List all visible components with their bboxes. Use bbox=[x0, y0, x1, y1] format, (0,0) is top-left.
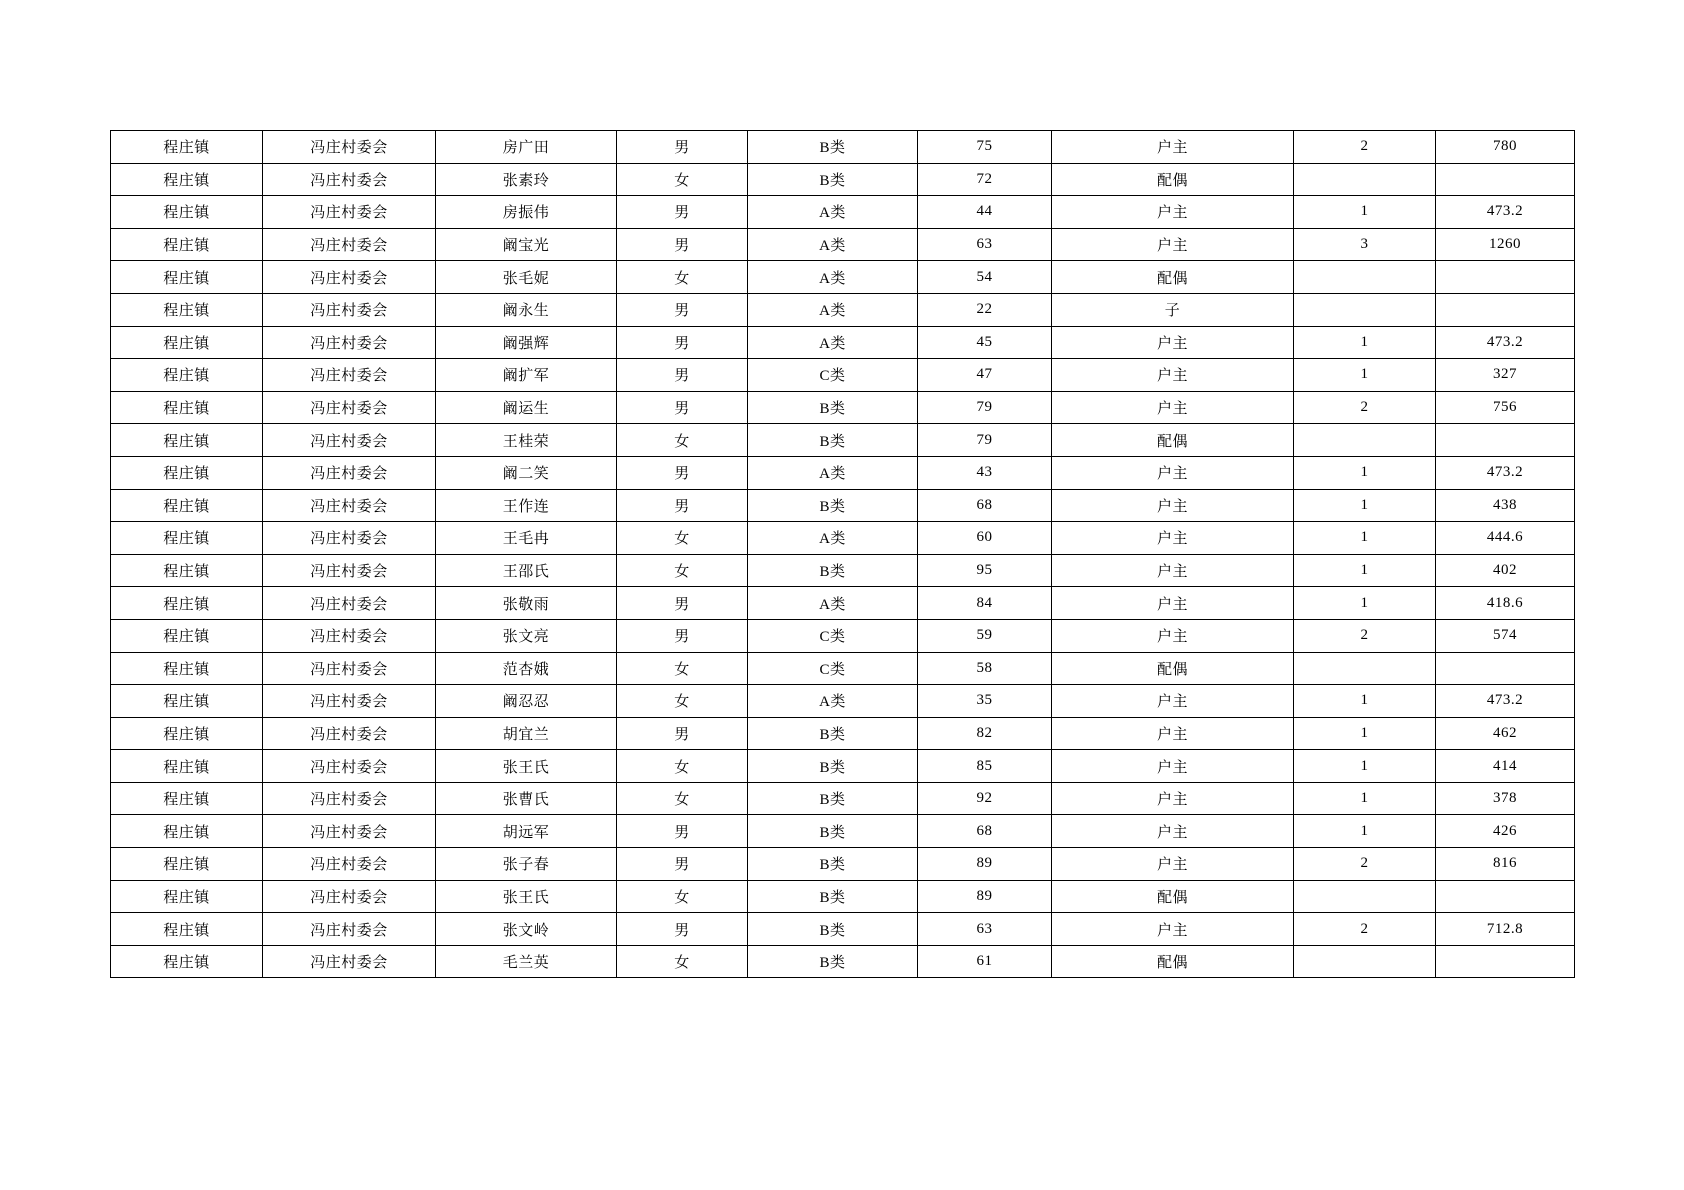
cell-relation: 户主 bbox=[1052, 456, 1294, 489]
cell-amount: 426 bbox=[1436, 815, 1575, 848]
cell-amount: 473.2 bbox=[1436, 326, 1575, 359]
cell-town: 程庄镇 bbox=[111, 326, 263, 359]
cell-town: 程庄镇 bbox=[111, 685, 263, 718]
cell-age: 54 bbox=[918, 261, 1052, 294]
table-row bbox=[111, 782, 1575, 815]
cell-village: 冯庄村委会 bbox=[263, 326, 436, 359]
cell-name: 范杏娥 bbox=[436, 652, 617, 685]
cell-name: 房广田 bbox=[436, 131, 617, 164]
table-row bbox=[111, 489, 1575, 522]
cell-amount: 473.2 bbox=[1436, 456, 1575, 489]
cell-village: 冯庄村委会 bbox=[263, 848, 436, 881]
cell-amount: 712.8 bbox=[1436, 913, 1575, 946]
cell-relation: 户主 bbox=[1052, 489, 1294, 522]
cell-amount bbox=[1436, 163, 1575, 196]
cell-name: 张王氏 bbox=[436, 750, 617, 783]
cell-count: 2 bbox=[1294, 131, 1436, 164]
cell-count: 2 bbox=[1294, 913, 1436, 946]
cell-amount: 402 bbox=[1436, 554, 1575, 587]
cell-relation: 户主 bbox=[1052, 587, 1294, 620]
cell-amount bbox=[1436, 945, 1575, 978]
cell-count: 1 bbox=[1294, 587, 1436, 620]
cell-count: 1 bbox=[1294, 522, 1436, 555]
cell-relation: 户主 bbox=[1052, 554, 1294, 587]
cell-name: 阚扩军 bbox=[436, 359, 617, 392]
cell-amount: 378 bbox=[1436, 782, 1575, 815]
cell-village: 冯庄村委会 bbox=[263, 456, 436, 489]
cell-name: 张毛妮 bbox=[436, 261, 617, 294]
table-row bbox=[111, 326, 1575, 359]
cell-amount: 414 bbox=[1436, 750, 1575, 783]
cell-count: 2 bbox=[1294, 619, 1436, 652]
cell-relation: 户主 bbox=[1052, 522, 1294, 555]
cell-gender: 女 bbox=[617, 685, 748, 718]
cell-category: B类 bbox=[748, 782, 918, 815]
cell-age: 95 bbox=[918, 554, 1052, 587]
cell-relation: 户主 bbox=[1052, 391, 1294, 424]
cell-category: B类 bbox=[748, 489, 918, 522]
cell-category: B类 bbox=[748, 163, 918, 196]
cell-count: 1 bbox=[1294, 554, 1436, 587]
cell-amount bbox=[1436, 424, 1575, 457]
cell-category: A类 bbox=[748, 522, 918, 555]
cell-gender: 男 bbox=[617, 359, 748, 392]
cell-town: 程庄镇 bbox=[111, 522, 263, 555]
cell-gender: 男 bbox=[617, 196, 748, 229]
cell-count: 1 bbox=[1294, 196, 1436, 229]
cell-village: 冯庄村委会 bbox=[263, 587, 436, 620]
cell-name: 阚运生 bbox=[436, 391, 617, 424]
cell-age: 89 bbox=[918, 848, 1052, 881]
cell-age: 60 bbox=[918, 522, 1052, 555]
cell-amount: 462 bbox=[1436, 717, 1575, 750]
cell-category: B类 bbox=[748, 880, 918, 913]
cell-amount: 1260 bbox=[1436, 228, 1575, 261]
cell-relation: 配偶 bbox=[1052, 945, 1294, 978]
cell-category: C类 bbox=[748, 359, 918, 392]
cell-town: 程庄镇 bbox=[111, 815, 263, 848]
cell-name: 张敬雨 bbox=[436, 587, 617, 620]
cell-town: 程庄镇 bbox=[111, 848, 263, 881]
cell-category: A类 bbox=[748, 587, 918, 620]
cell-village: 冯庄村委会 bbox=[263, 293, 436, 326]
table-row bbox=[111, 652, 1575, 685]
cell-age: 92 bbox=[918, 782, 1052, 815]
cell-relation: 户主 bbox=[1052, 619, 1294, 652]
cell-count: 1 bbox=[1294, 815, 1436, 848]
cell-gender: 女 bbox=[617, 522, 748, 555]
cell-gender: 男 bbox=[617, 293, 748, 326]
table-row bbox=[111, 815, 1575, 848]
cell-count: 1 bbox=[1294, 717, 1436, 750]
cell-town: 程庄镇 bbox=[111, 163, 263, 196]
cell-count: 1 bbox=[1294, 326, 1436, 359]
cell-name: 阚强辉 bbox=[436, 326, 617, 359]
cell-age: 43 bbox=[918, 456, 1052, 489]
table-row bbox=[111, 913, 1575, 946]
data-table-container bbox=[110, 130, 1574, 978]
cell-relation: 户主 bbox=[1052, 359, 1294, 392]
cell-name: 阚宝光 bbox=[436, 228, 617, 261]
cell-count: 1 bbox=[1294, 685, 1436, 718]
cell-count: 1 bbox=[1294, 750, 1436, 783]
cell-town: 程庄镇 bbox=[111, 782, 263, 815]
cell-town: 程庄镇 bbox=[111, 359, 263, 392]
table-row bbox=[111, 750, 1575, 783]
cell-gender: 女 bbox=[617, 880, 748, 913]
cell-gender: 男 bbox=[617, 326, 748, 359]
cell-relation: 户主 bbox=[1052, 750, 1294, 783]
cell-name: 张王氏 bbox=[436, 880, 617, 913]
cell-gender: 男 bbox=[617, 913, 748, 946]
cell-gender: 女 bbox=[617, 782, 748, 815]
table-row bbox=[111, 848, 1575, 881]
cell-name: 王毛冉 bbox=[436, 522, 617, 555]
cell-relation: 户主 bbox=[1052, 685, 1294, 718]
table-row bbox=[111, 717, 1575, 750]
cell-count bbox=[1294, 163, 1436, 196]
cell-village: 冯庄村委会 bbox=[263, 945, 436, 978]
cell-count: 1 bbox=[1294, 359, 1436, 392]
table-row bbox=[111, 359, 1575, 392]
cell-name: 阚忍忍 bbox=[436, 685, 617, 718]
cell-gender: 男 bbox=[617, 848, 748, 881]
cell-category: C类 bbox=[748, 652, 918, 685]
table-row bbox=[111, 685, 1575, 718]
cell-amount bbox=[1436, 880, 1575, 913]
cell-village: 冯庄村委会 bbox=[263, 228, 436, 261]
table-row bbox=[111, 261, 1575, 294]
cell-town: 程庄镇 bbox=[111, 554, 263, 587]
table-row bbox=[111, 228, 1575, 261]
cell-village: 冯庄村委会 bbox=[263, 685, 436, 718]
cell-gender: 男 bbox=[617, 717, 748, 750]
cell-category: A类 bbox=[748, 326, 918, 359]
cell-relation: 户主 bbox=[1052, 782, 1294, 815]
cell-village: 冯庄村委会 bbox=[263, 619, 436, 652]
cell-amount: 816 bbox=[1436, 848, 1575, 881]
cell-age: 72 bbox=[918, 163, 1052, 196]
cell-relation: 配偶 bbox=[1052, 652, 1294, 685]
cell-gender: 女 bbox=[617, 261, 748, 294]
cell-age: 44 bbox=[918, 196, 1052, 229]
cell-gender: 女 bbox=[617, 163, 748, 196]
cell-village: 冯庄村委会 bbox=[263, 163, 436, 196]
cell-gender: 男 bbox=[617, 489, 748, 522]
cell-name: 王邵氏 bbox=[436, 554, 617, 587]
cell-amount: 780 bbox=[1436, 131, 1575, 164]
cell-age: 35 bbox=[918, 685, 1052, 718]
cell-age: 47 bbox=[918, 359, 1052, 392]
cell-category: B类 bbox=[748, 554, 918, 587]
table-row bbox=[111, 391, 1575, 424]
cell-gender: 女 bbox=[617, 652, 748, 685]
cell-village: 冯庄村委会 bbox=[263, 261, 436, 294]
table-body bbox=[111, 131, 1575, 978]
cell-town: 程庄镇 bbox=[111, 391, 263, 424]
cell-name: 王作连 bbox=[436, 489, 617, 522]
cell-town: 程庄镇 bbox=[111, 196, 263, 229]
cell-category: B类 bbox=[748, 945, 918, 978]
cell-town: 程庄镇 bbox=[111, 945, 263, 978]
cell-village: 冯庄村委会 bbox=[263, 913, 436, 946]
cell-category: A类 bbox=[748, 456, 918, 489]
cell-town: 程庄镇 bbox=[111, 424, 263, 457]
cell-gender: 男 bbox=[617, 131, 748, 164]
cell-name: 张文亮 bbox=[436, 619, 617, 652]
cell-age: 79 bbox=[918, 424, 1052, 457]
cell-category: C类 bbox=[748, 619, 918, 652]
cell-name: 张子春 bbox=[436, 848, 617, 881]
cell-village: 冯庄村委会 bbox=[263, 522, 436, 555]
cell-village: 冯庄村委会 bbox=[263, 815, 436, 848]
cell-age: 89 bbox=[918, 880, 1052, 913]
cell-relation: 户主 bbox=[1052, 196, 1294, 229]
cell-town: 程庄镇 bbox=[111, 717, 263, 750]
cell-name: 胡远军 bbox=[436, 815, 617, 848]
cell-gender: 女 bbox=[617, 750, 748, 783]
cell-count bbox=[1294, 945, 1436, 978]
cell-name: 房振伟 bbox=[436, 196, 617, 229]
cell-name: 胡宜兰 bbox=[436, 717, 617, 750]
cell-town: 程庄镇 bbox=[111, 228, 263, 261]
cell-village: 冯庄村委会 bbox=[263, 424, 436, 457]
cell-category: B类 bbox=[748, 848, 918, 881]
cell-amount: 756 bbox=[1436, 391, 1575, 424]
cell-town: 程庄镇 bbox=[111, 619, 263, 652]
cell-count bbox=[1294, 261, 1436, 294]
cell-gender: 男 bbox=[617, 391, 748, 424]
cell-age: 82 bbox=[918, 717, 1052, 750]
cell-name: 王桂荣 bbox=[436, 424, 617, 457]
cell-count bbox=[1294, 880, 1436, 913]
cell-town: 程庄镇 bbox=[111, 587, 263, 620]
cell-amount: 473.2 bbox=[1436, 685, 1575, 718]
cell-category: B类 bbox=[748, 913, 918, 946]
cell-age: 75 bbox=[918, 131, 1052, 164]
cell-relation: 配偶 bbox=[1052, 261, 1294, 294]
cell-amount: 438 bbox=[1436, 489, 1575, 522]
cell-name: 张文岭 bbox=[436, 913, 617, 946]
cell-relation: 户主 bbox=[1052, 815, 1294, 848]
cell-age: 68 bbox=[918, 815, 1052, 848]
cell-name: 阚永生 bbox=[436, 293, 617, 326]
cell-age: 61 bbox=[918, 945, 1052, 978]
cell-village: 冯庄村委会 bbox=[263, 554, 436, 587]
cell-town: 程庄镇 bbox=[111, 489, 263, 522]
cell-town: 程庄镇 bbox=[111, 913, 263, 946]
cell-relation: 户主 bbox=[1052, 848, 1294, 881]
table-row bbox=[111, 293, 1575, 326]
cell-village: 冯庄村委会 bbox=[263, 880, 436, 913]
beneficiary-table bbox=[110, 130, 1575, 978]
cell-relation: 户主 bbox=[1052, 228, 1294, 261]
cell-town: 程庄镇 bbox=[111, 652, 263, 685]
cell-age: 79 bbox=[918, 391, 1052, 424]
cell-category: B类 bbox=[748, 750, 918, 783]
cell-gender: 女 bbox=[617, 424, 748, 457]
cell-amount: 418.6 bbox=[1436, 587, 1575, 620]
cell-amount: 444.6 bbox=[1436, 522, 1575, 555]
cell-town: 程庄镇 bbox=[111, 456, 263, 489]
cell-age: 45 bbox=[918, 326, 1052, 359]
cell-village: 冯庄村委会 bbox=[263, 196, 436, 229]
cell-age: 68 bbox=[918, 489, 1052, 522]
cell-count: 1 bbox=[1294, 456, 1436, 489]
cell-category: B类 bbox=[748, 424, 918, 457]
cell-town: 程庄镇 bbox=[111, 293, 263, 326]
table-row bbox=[111, 945, 1575, 978]
cell-count bbox=[1294, 424, 1436, 457]
cell-village: 冯庄村委会 bbox=[263, 652, 436, 685]
cell-gender: 男 bbox=[617, 619, 748, 652]
cell-gender: 男 bbox=[617, 456, 748, 489]
cell-category: A类 bbox=[748, 293, 918, 326]
cell-amount bbox=[1436, 293, 1575, 326]
cell-count: 1 bbox=[1294, 782, 1436, 815]
cell-village: 冯庄村委会 bbox=[263, 717, 436, 750]
cell-count: 2 bbox=[1294, 391, 1436, 424]
cell-gender: 女 bbox=[617, 554, 748, 587]
cell-amount: 473.2 bbox=[1436, 196, 1575, 229]
cell-town: 程庄镇 bbox=[111, 261, 263, 294]
cell-relation: 配偶 bbox=[1052, 880, 1294, 913]
cell-amount bbox=[1436, 261, 1575, 294]
cell-count bbox=[1294, 652, 1436, 685]
cell-town: 程庄镇 bbox=[111, 750, 263, 783]
cell-town: 程庄镇 bbox=[111, 131, 263, 164]
table-row bbox=[111, 196, 1575, 229]
cell-age: 84 bbox=[918, 587, 1052, 620]
cell-category: A类 bbox=[748, 685, 918, 718]
cell-count: 3 bbox=[1294, 228, 1436, 261]
cell-amount: 574 bbox=[1436, 619, 1575, 652]
cell-name: 张曹氏 bbox=[436, 782, 617, 815]
cell-relation: 配偶 bbox=[1052, 424, 1294, 457]
cell-age: 63 bbox=[918, 228, 1052, 261]
cell-name: 阚二笑 bbox=[436, 456, 617, 489]
cell-village: 冯庄村委会 bbox=[263, 489, 436, 522]
cell-gender: 男 bbox=[617, 587, 748, 620]
table-row bbox=[111, 163, 1575, 196]
table-row bbox=[111, 456, 1575, 489]
cell-age: 85 bbox=[918, 750, 1052, 783]
cell-count: 1 bbox=[1294, 489, 1436, 522]
cell-gender: 男 bbox=[617, 228, 748, 261]
cell-gender: 女 bbox=[617, 945, 748, 978]
cell-relation: 户主 bbox=[1052, 717, 1294, 750]
table-row bbox=[111, 522, 1575, 555]
cell-category: B类 bbox=[748, 717, 918, 750]
cell-village: 冯庄村委会 bbox=[263, 131, 436, 164]
cell-gender: 男 bbox=[617, 815, 748, 848]
cell-amount: 327 bbox=[1436, 359, 1575, 392]
cell-relation: 户主 bbox=[1052, 131, 1294, 164]
cell-count: 2 bbox=[1294, 848, 1436, 881]
cell-name: 张素玲 bbox=[436, 163, 617, 196]
cell-category: B类 bbox=[748, 131, 918, 164]
cell-village: 冯庄村委会 bbox=[263, 391, 436, 424]
cell-age: 58 bbox=[918, 652, 1052, 685]
cell-village: 冯庄村委会 bbox=[263, 782, 436, 815]
cell-age: 63 bbox=[918, 913, 1052, 946]
cell-category: B类 bbox=[748, 815, 918, 848]
table-row bbox=[111, 619, 1575, 652]
cell-name: 毛兰英 bbox=[436, 945, 617, 978]
cell-relation: 配偶 bbox=[1052, 163, 1294, 196]
cell-relation: 户主 bbox=[1052, 326, 1294, 359]
table-row bbox=[111, 424, 1575, 457]
cell-category: A类 bbox=[748, 228, 918, 261]
table-row bbox=[111, 554, 1575, 587]
table-row bbox=[111, 131, 1575, 164]
cell-category: A类 bbox=[748, 261, 918, 294]
cell-village: 冯庄村委会 bbox=[263, 750, 436, 783]
cell-relation: 子 bbox=[1052, 293, 1294, 326]
cell-category: B类 bbox=[748, 391, 918, 424]
table-row bbox=[111, 587, 1575, 620]
cell-category: A类 bbox=[748, 196, 918, 229]
cell-village: 冯庄村委会 bbox=[263, 359, 436, 392]
cell-relation: 户主 bbox=[1052, 913, 1294, 946]
cell-town: 程庄镇 bbox=[111, 880, 263, 913]
cell-count bbox=[1294, 293, 1436, 326]
cell-age: 59 bbox=[918, 619, 1052, 652]
cell-amount bbox=[1436, 652, 1575, 685]
table-row bbox=[111, 880, 1575, 913]
cell-age: 22 bbox=[918, 293, 1052, 326]
